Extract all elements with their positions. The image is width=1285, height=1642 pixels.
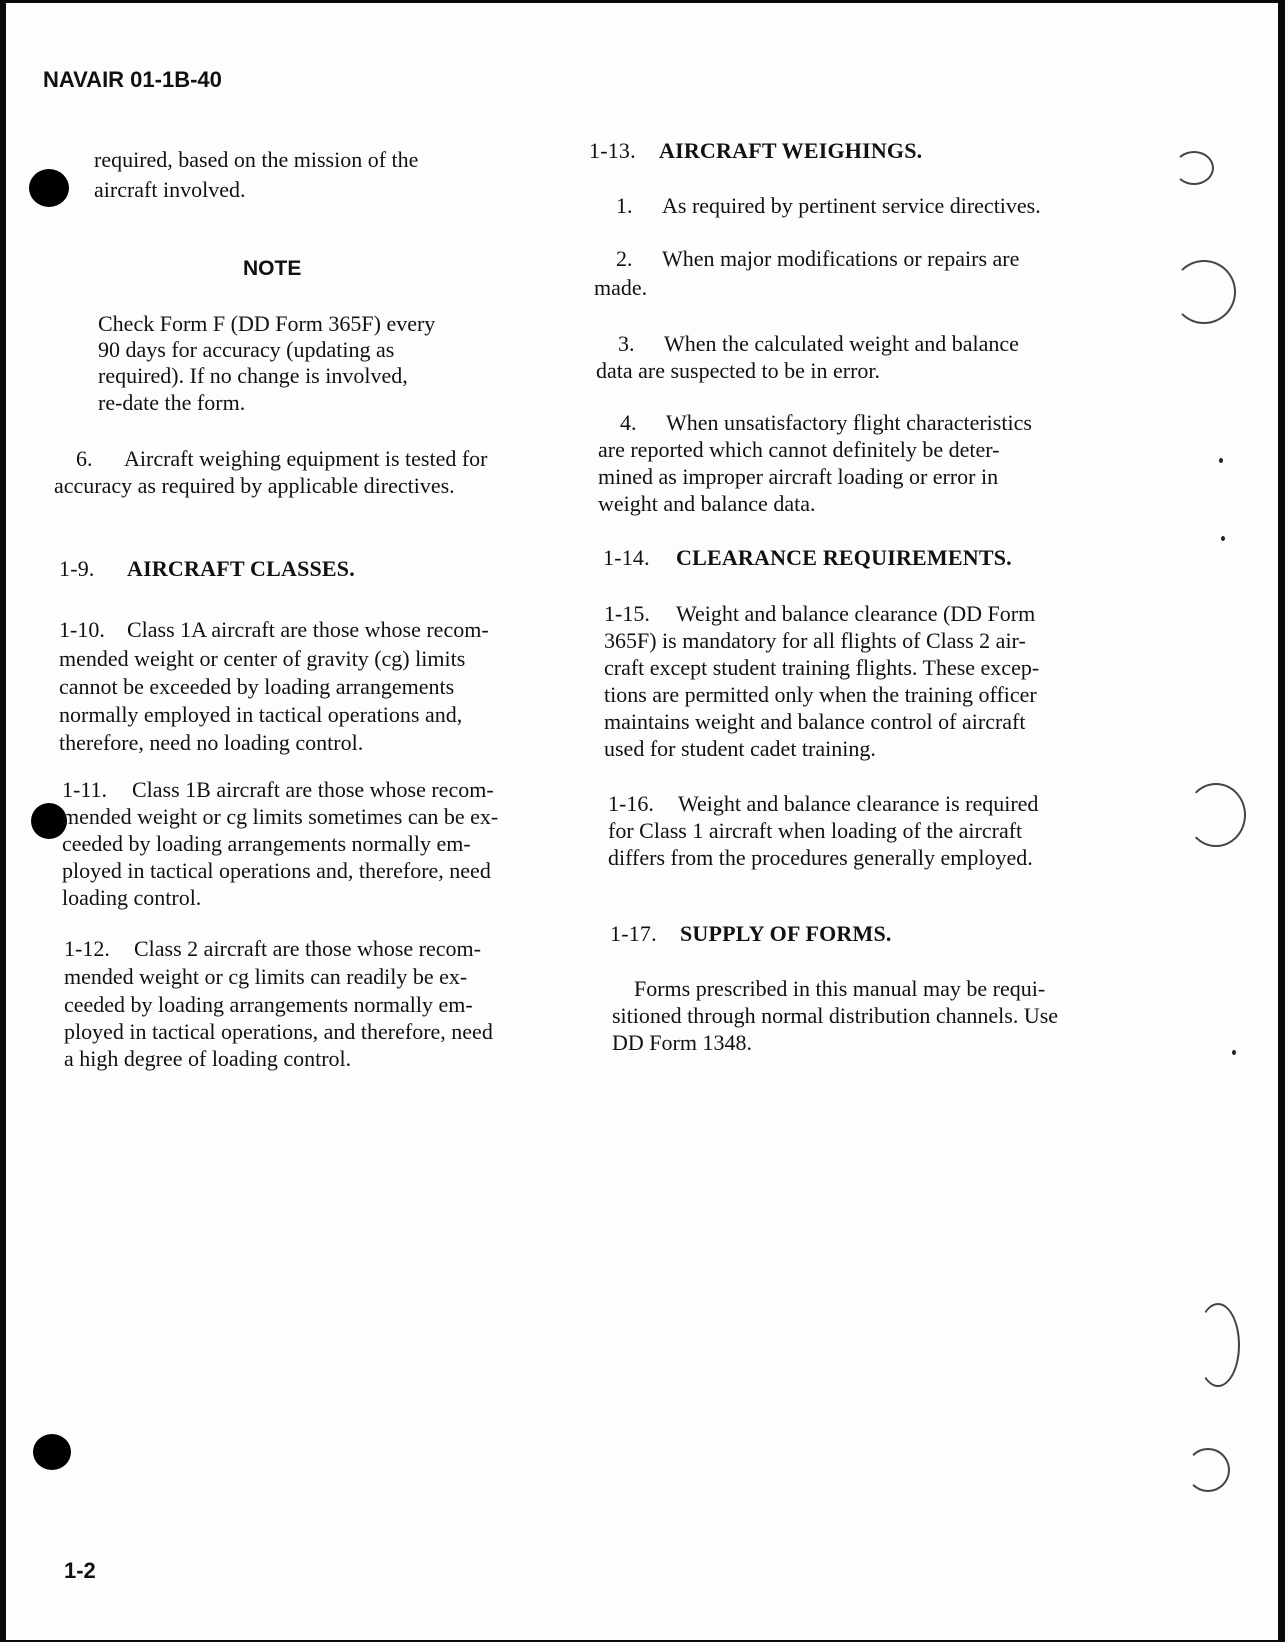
document-page [6,3,1278,1640]
para-1-12-line: ployed in tactical operations, and therefore, need [64,1019,493,1044]
section-number: 1-14. [603,545,650,570]
ring-mark-icon [1186,783,1246,847]
ring-mark-icon [1196,1303,1240,1387]
weighing-item-2 [616,246,1019,272]
para-1-12-line: a high degree of loading control. [64,1046,352,1071]
continuation-line: required, based on the mission of the [94,147,419,172]
section-number: 1-17. [610,921,657,946]
para-1-15-line [604,601,1035,627]
para-text: Weight and balance clearance is required [678,791,1039,816]
item-number: 1. [616,193,633,218]
para-1-11-line: ceeded by loading arrangements normally em- [62,831,471,856]
section-title: CLEARANCE REQUIREMENTS. [676,545,1012,570]
section-number: 1-13. [589,138,636,163]
para-number: 1-16. [608,791,654,816]
para-number: 1-11. [62,777,108,802]
weighing-item-3-line: data are suspected to be in error. [596,358,881,383]
doc-id-header: NAVAIR 01-1B-40 [43,67,222,92]
punch-hole-icon [33,1434,71,1470]
para-1-10-line: normally employed in tactical operations and, [59,702,463,727]
continuation-line: aircraft involved. [94,177,246,202]
speck-icon [1221,536,1225,541]
weighing-item-3 [618,331,1019,357]
ring-mark-icon [1172,260,1236,324]
ring-mark-icon [1186,1448,1230,1492]
item-number: 4. [620,410,637,435]
section-title: AIRCRAFT WEIGHINGS. [659,138,923,163]
weighing-item-4 [620,410,1032,436]
para-text: Weight and balance clearance (DD Form [676,601,1036,626]
item-6-line [76,446,488,472]
para-1-11-line: ployed in tactical operations and, therefore, need [62,858,491,883]
item-number: 3. [618,331,635,356]
item-text: Aircraft weighing equipment is tested for [124,446,488,471]
para-text: Class 2 aircraft are those whose recom- [134,936,481,961]
para-1-10-line: therefore, need no loading control. [59,730,364,755]
weighing-item-4-line: weight and balance data. [598,491,816,516]
para-1-12-line: ceeded by loading arrangements normally em- [64,992,473,1017]
section-title: SUPPLY OF FORMS. [680,921,892,946]
section-heading-1-17 [610,921,892,947]
para-1-11-line: mended weight or cg limits sometimes can be ex- [62,804,499,829]
punch-hole-icon [29,169,69,207]
note-line: re-date the form. [98,390,246,415]
para-number: 1-10. [59,617,105,642]
section-heading-1-14 [603,545,1012,571]
para-1-12-line: mended weight or cg limits can readily be ex- [64,964,468,989]
item-text: As required by pertinent service directives. [662,193,1041,218]
note-line: required). If no change is involved, [98,363,408,388]
para-1-10-line: mended weight or center of gravity (cg) limits [59,646,466,671]
para-1-11-line [62,777,494,803]
section-number: 1-9. [59,556,95,581]
item-number: 2. [616,246,633,271]
section-heading-1-13 [589,138,922,164]
para-number: 1-15. [604,601,650,626]
para-1-11-line: loading control. [62,885,202,910]
section-heading-1-9 [59,556,355,582]
para-1-10-line [59,617,489,643]
para-1-15-line: used for student cadet training. [604,736,876,761]
para-1-12-line [64,936,481,962]
para-1-16-line: differs from the procedures generally employed. [608,845,1033,870]
weighing-item-4-line: are reported which cannot definitely be deter- [598,437,1000,462]
note-line: 90 days for accuracy (updating as [98,337,395,362]
para-1-15-line: craft except student training flights. These excep- [604,655,1040,680]
item-6-line: accuracy as required by applicable directives. [54,473,455,498]
forms-para-line: sitioned through normal distribution channels. Use [612,1003,1059,1028]
para-text: Class 1B aircraft are those whose recom- [132,777,494,802]
page-number: 1-2 [64,1558,96,1583]
forms-para-line: Forms prescribed in this manual may be requi- [634,976,1046,1001]
para-1-15-line: maintains weight and balance control of aircraft [604,709,1026,734]
para-number: 1-12. [64,936,110,961]
para-1-10-line: cannot be exceeded by loading arrangements [59,674,455,699]
forms-para-line: DD Form 1348. [612,1030,752,1055]
weighing-item-1 [616,193,1041,219]
para-1-15-line: 365F) is mandatory for all flights of Class 2 air- [604,628,1026,653]
item-text: When unsatisfactory flight characteristics [666,410,1032,435]
item-number: 6. [76,446,93,471]
para-1-16-line: for Class 1 aircraft when loading of the aircraft [608,818,1023,843]
para-text: Class 1A aircraft are those whose recom- [127,617,489,642]
weighing-item-4-line: mined as improper aircraft loading or error in [598,464,999,489]
speck-icon [1219,458,1223,463]
note-line: Check Form F (DD Form 365F) every [98,311,436,336]
para-1-15-line: tions are permitted only when the training officer [604,682,1037,707]
section-title: AIRCRAFT CLASSES. [127,556,355,581]
speck-icon [1232,1050,1236,1055]
ring-mark-icon [1174,151,1214,185]
item-text: When the calculated weight and balance [664,331,1019,356]
para-1-16-line [608,791,1038,817]
item-text: When major modifications or repairs are [662,246,1020,271]
note-title: NOTE [243,257,302,280]
weighing-item-2-line: made. [594,275,648,300]
